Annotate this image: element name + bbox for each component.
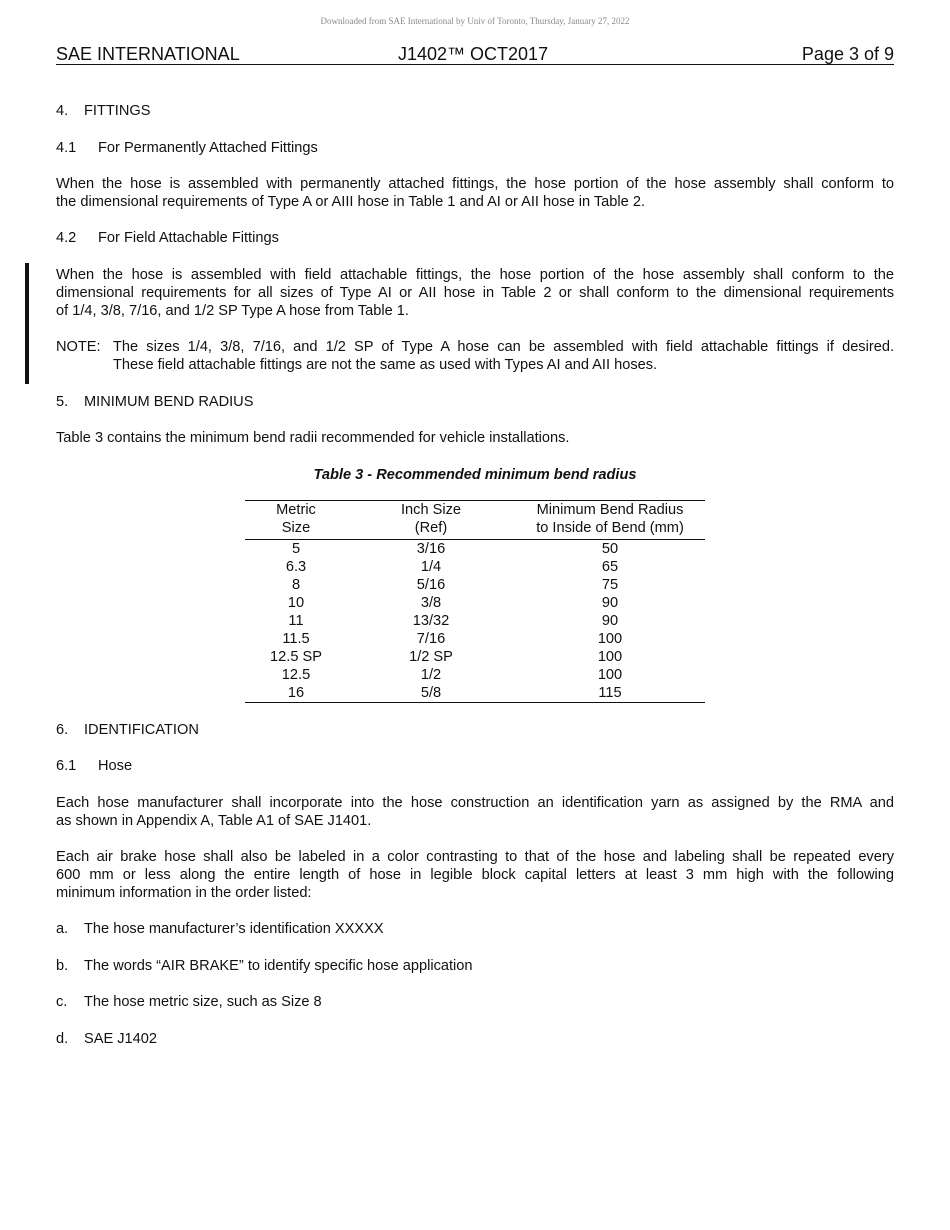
list-item: b. The words “AIR BRAKE” to identify specific hose application	[56, 958, 473, 974]
column-header-inch-size: Inch Size (Ref)	[400, 502, 462, 536]
cell-bend-radius: 50	[601, 541, 619, 557]
section-5-heading: 5. MINIMUM BEND RADIUS	[56, 394, 254, 410]
cell-bend-radius: 100	[597, 631, 623, 647]
table-row	[245, 612, 705, 630]
header-document-id: J1402™ OCT2017	[398, 44, 549, 64]
section-6-heading: 6. IDENTIFICATION	[56, 722, 199, 738]
header-page-number: Page 3 of 9	[801, 44, 894, 64]
cell-bend-radius: 90	[601, 595, 619, 611]
table-row	[245, 594, 705, 612]
list-item: d. SAE J1402	[56, 1031, 158, 1047]
column-header-metric-size: Metric Size	[276, 502, 316, 536]
table-row	[245, 630, 705, 648]
section-6-1-paragraph-2: Each air brake hose shall also be labeled in a color contrasting to that of the hose and labeling shall be repeated every 600 mm or less along the entire length of hose in legible block capital letters at least 3 mm high with the following minimum information in the order listed:	[56, 849, 894, 901]
section-6-1-heading: 6.1 Hose	[56, 758, 133, 774]
cell-metric-size: 12.5 SP	[270, 649, 322, 665]
table-row	[245, 576, 705, 594]
cell-bend-radius: 115	[598, 685, 622, 701]
table-3-caption: Table 3 - Recommended minimum bend radius	[313, 467, 637, 483]
section-4-2-heading: 4.2 For Field Attachable Fittings	[56, 230, 279, 246]
table-row	[245, 540, 705, 558]
column-header-min-bend-radius: Minimum Bend Radius to Inside of Bend (mm)	[536, 502, 684, 536]
cell-bend-radius: 100	[597, 649, 623, 665]
cell-bend-radius: 90	[601, 613, 619, 629]
cell-metric-size: 8	[291, 577, 301, 593]
cell-inch-size: 5/16	[416, 577, 446, 593]
table-row	[245, 666, 705, 684]
cell-bend-radius: 75	[601, 577, 619, 593]
note-text: The sizes 1/4, 3/8, 7/16, and 1/2 SP of Type A hose can be assembled with field attachable fittings if desired. These field attachable fittings are not the same as used with Types AI and AII hoses.	[113, 339, 894, 373]
list-item: a. The hose manufacturer’s identification XXXXX	[56, 921, 384, 937]
section-4-1-heading: 4.1 For Permanently Attached Fittings	[56, 140, 318, 156]
section-4-1-paragraph: When the hose is assembled with permanently attached fittings, the hose portion of the hose assembly shall conform to the dimensional requirements of Type A or AIII hose in Table 1 and AI or AII hose in Table 2.	[56, 176, 894, 210]
cell-metric-size: 16	[287, 685, 305, 701]
cell-inch-size: 1/4	[420, 559, 442, 575]
cell-metric-size: 10	[287, 595, 305, 611]
cell-inch-size: 5/8	[420, 685, 442, 701]
note-label: NOTE:	[56, 339, 101, 355]
section-6-1-paragraph-1: Each hose manufacturer shall incorporate into the hose construction an identification yarn as assigned by the RMA and as shown in Appendix A, Table A1 of SAE J1401.	[56, 795, 894, 829]
download-watermark: Downloaded from SAE International by Univ of Toronto, Thursday, January 27, 2022	[320, 16, 630, 26]
cell-inch-size: 3/16	[416, 541, 446, 557]
cell-metric-size: 11.5	[282, 631, 310, 647]
table-row	[245, 648, 705, 666]
cell-metric-size: 5	[291, 541, 301, 557]
section-4-heading: 4. FITTINGS	[56, 103, 151, 119]
cell-inch-size: 3/8	[420, 595, 442, 611]
cell-metric-size: 12.5	[281, 667, 311, 683]
cell-inch-size: 13/32	[412, 613, 450, 629]
revision-change-bar	[25, 263, 29, 384]
list-item: c. The hose metric size, such as Size 8	[56, 994, 322, 1010]
cell-inch-size: 1/2 SP	[409, 649, 453, 665]
table-row	[245, 684, 705, 702]
bend-radius-table	[245, 500, 705, 703]
cell-bend-radius: 65	[601, 559, 619, 575]
header-organization: SAE INTERNATIONAL	[56, 44, 240, 64]
page-header	[56, 44, 894, 65]
table-row	[245, 558, 705, 576]
cell-metric-size: 6.3	[285, 559, 307, 575]
cell-metric-size: 11	[288, 613, 304, 629]
cell-bend-radius: 100	[597, 667, 623, 683]
table-header-row	[245, 501, 705, 540]
section-4-2-paragraph: When the hose is assembled with field attachable fittings, the hose portion of the hose assembly shall conform to the dimensional requirements for all sizes of Type AI or AII hose in Table 2 or shall conform to the dimensional requirements of 1/4, 3/8, 7/16, and 1/2 SP Type A hose from Table 1.	[56, 267, 894, 319]
cell-inch-size: 1/2	[420, 667, 442, 683]
cell-inch-size: 7/16	[416, 631, 446, 647]
section-5-paragraph: Table 3 contains the minimum bend radii recommended for vehicle installations.	[56, 430, 570, 446]
